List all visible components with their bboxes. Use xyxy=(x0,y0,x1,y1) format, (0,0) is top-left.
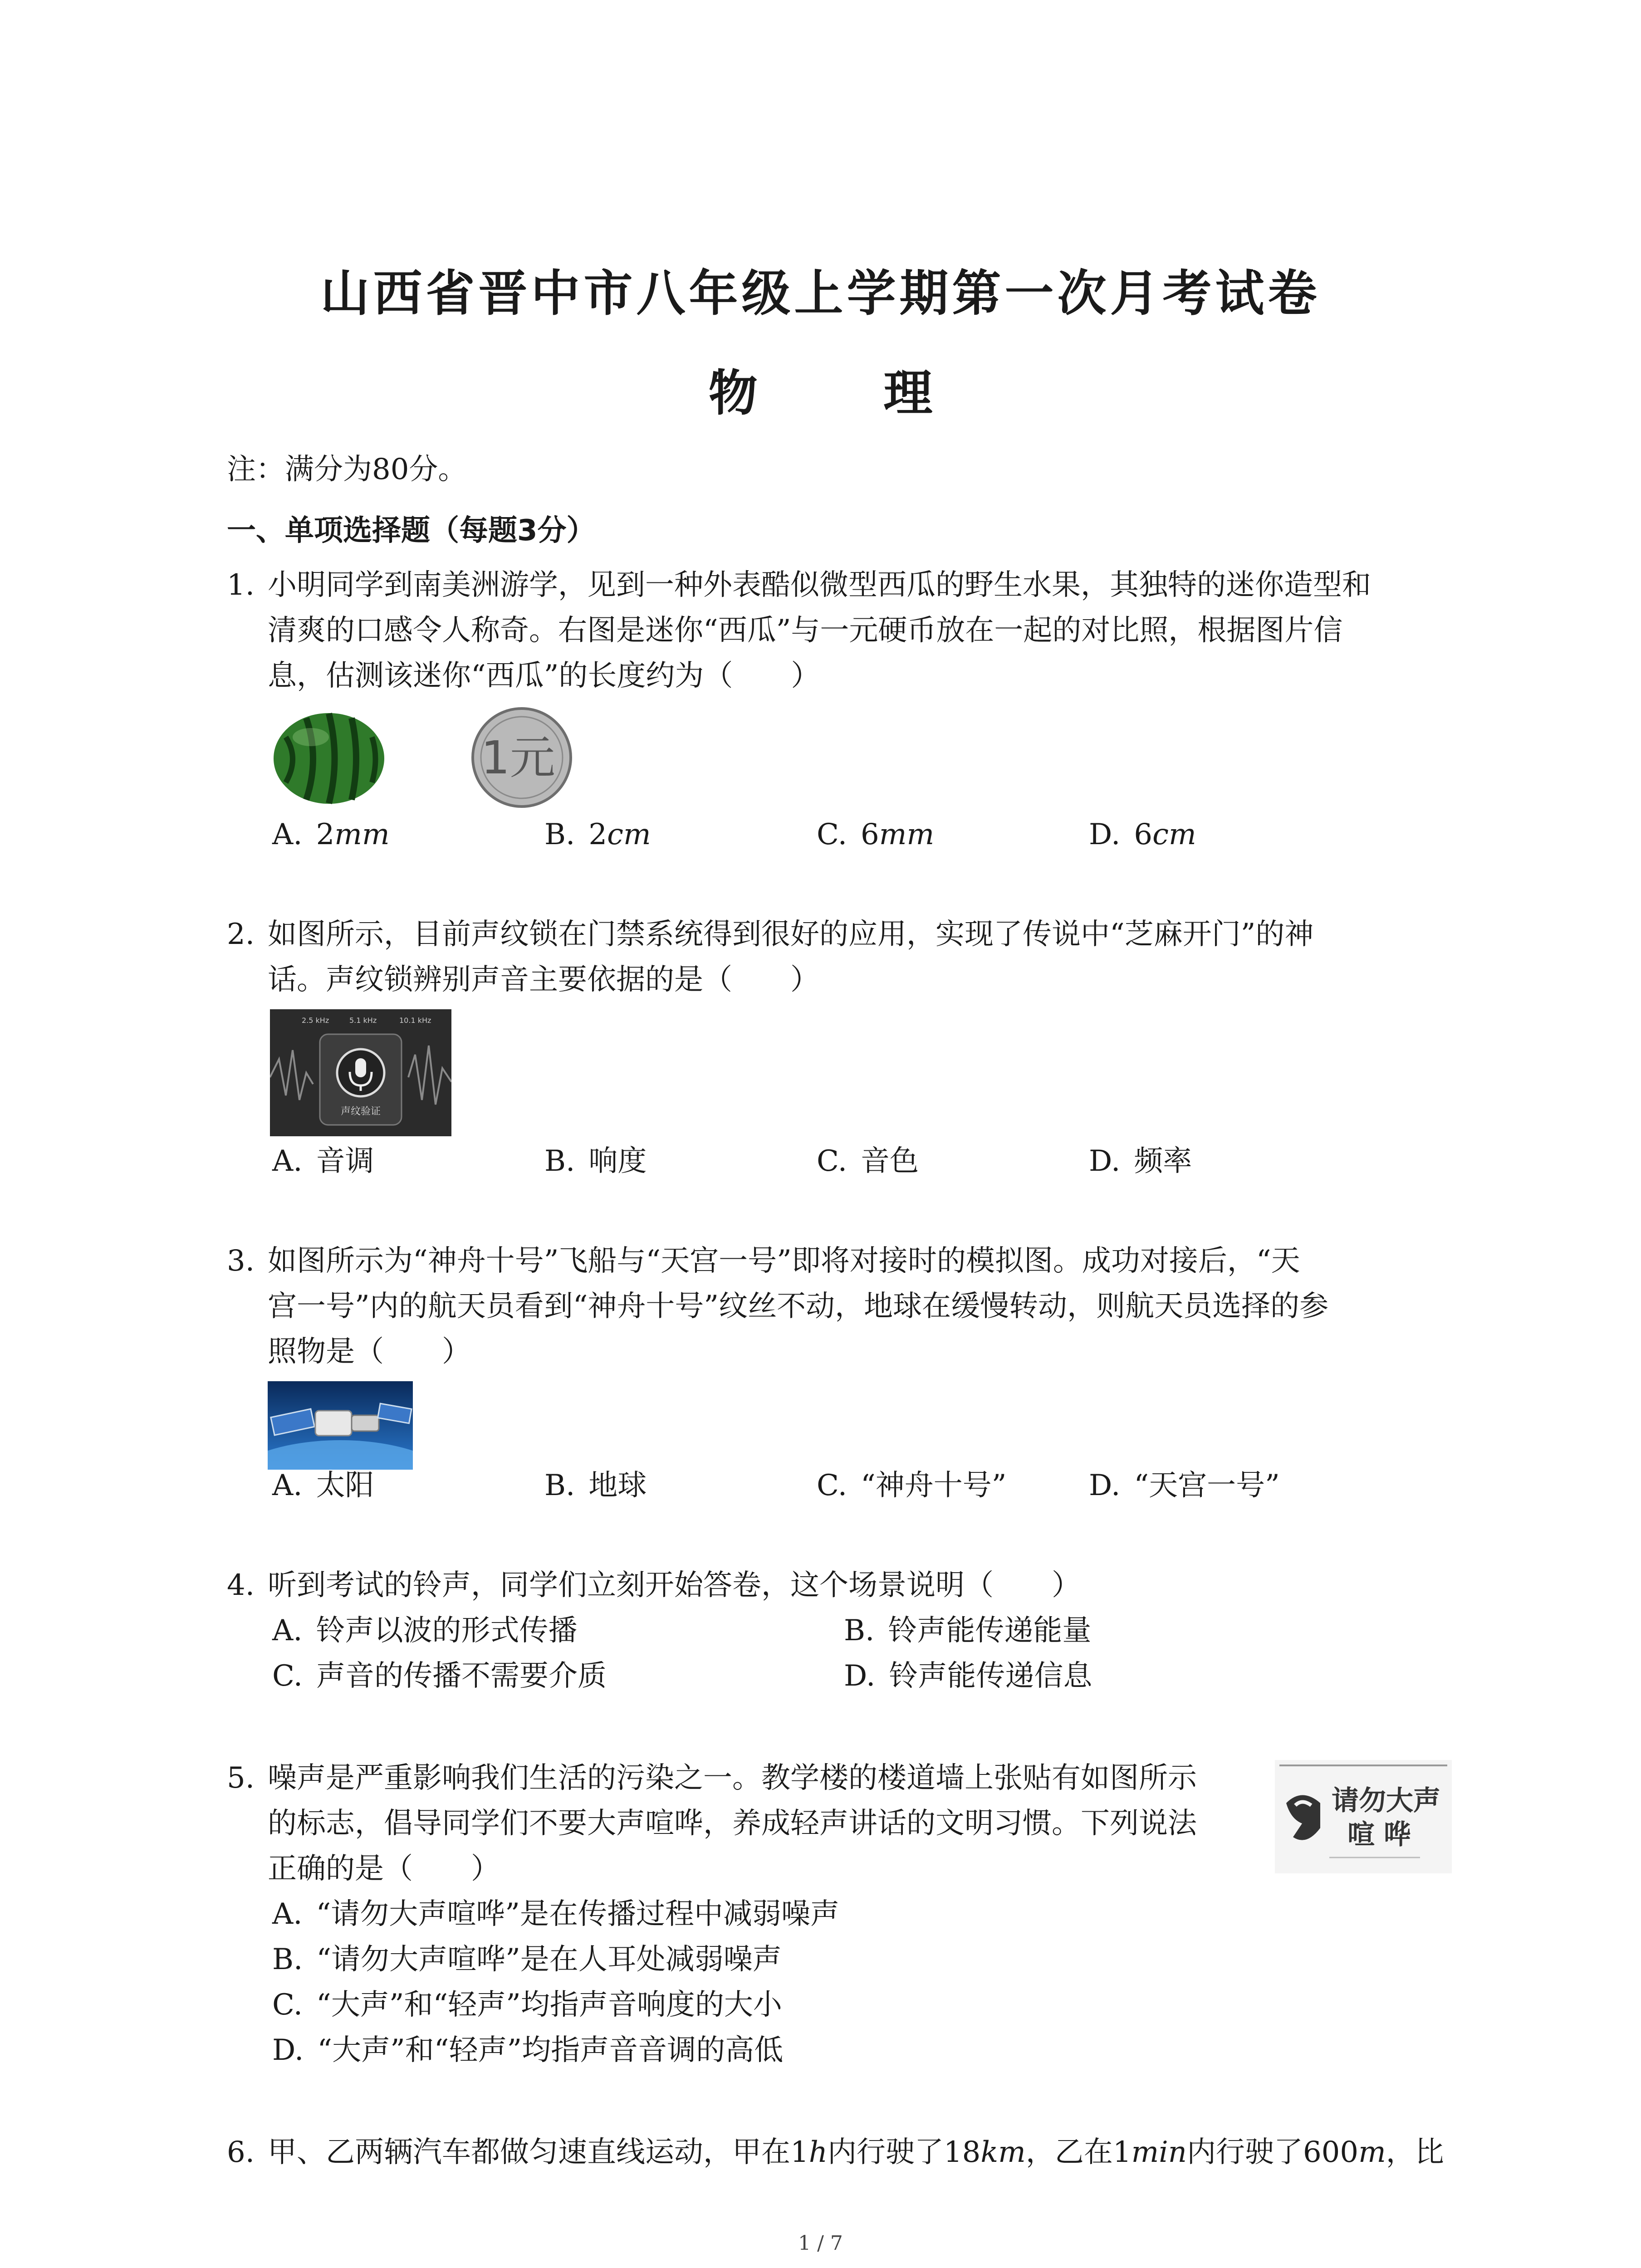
voiceprint-lock-image xyxy=(270,1009,451,1136)
option-d[interactable]: D. 频率 xyxy=(1089,1144,1192,1178)
question-text-line: 清爽的口感令人称奇。右图是迷你“西瓜”与一元硬币放在一起的对比照，根据图片信 xyxy=(268,614,1343,647)
question-number: 6. xyxy=(227,2136,255,2169)
question-text-line: 如图所示，目前声纹锁在门禁系统得到很好的应用，实现了传说中“芝麻开门”的神 xyxy=(268,918,1314,951)
option-a[interactable]: A. 太阳 xyxy=(272,1469,374,1502)
question-text-line: 甲、乙两辆汽车都做匀速直线运动，甲在1h内行驶了18km，乙在1min内行驶了600m，比 xyxy=(268,2136,1444,2169)
question-text-line: 小明同学到南美洲游学，见到一种外表酷似微型西瓜的野生水果，其独特的迷你造型和 xyxy=(268,568,1371,602)
coin-denomination: 1元 xyxy=(481,731,555,784)
option-d[interactable]: D. 6cm xyxy=(1089,818,1196,851)
option-a[interactable]: A. 2mm xyxy=(272,818,390,851)
option-d[interactable]: D. “天宫一号” xyxy=(1089,1469,1280,1502)
question-number: 4. xyxy=(227,1569,255,1602)
watermelon-image xyxy=(268,710,390,807)
option-b[interactable]: B. 铃声能传递能量 xyxy=(844,1614,1092,1647)
option-b[interactable]: B. “请勿大声喧哗”是在人耳处减弱噪声 xyxy=(272,1943,782,1976)
svg-text:2.5 kHz: 2.5 kHz xyxy=(302,1016,329,1025)
svg-text:喧哗: 喧哗 xyxy=(1347,1819,1420,1851)
option-a[interactable]: A. 音调 xyxy=(272,1144,374,1178)
option-a[interactable]: A. 铃声以波的形式传播 xyxy=(272,1614,578,1647)
question-text-line: 噪声是严重影响我们生活的污染之一。教学楼的楼道墙上张贴有如图所示 xyxy=(268,1761,1197,1795)
question-number: 3. xyxy=(227,1244,255,1278)
question-text-line: 息，估测该迷你“西瓜”的长度约为（ ） xyxy=(268,659,820,693)
question-text-line: 照物是（ ） xyxy=(268,1335,471,1369)
svg-text:声纹验证: 声纹验证 xyxy=(340,1106,381,1117)
option-c[interactable]: C. 6mm xyxy=(817,818,935,851)
svg-text:请勿大声: 请勿大声 xyxy=(1332,1785,1440,1817)
option-c[interactable]: C. 声音的传播不需要介质 xyxy=(272,1659,607,1693)
question-number: 5. xyxy=(227,1761,255,1795)
option-b[interactable]: B. 2cm xyxy=(544,818,651,851)
question-text-line: 宫一号”内的航天员看到“神舟十号”纹丝不动，地球在缓慢转动，则航天员选择的参 xyxy=(268,1290,1329,1323)
option-b[interactable]: B. 响度 xyxy=(544,1144,647,1178)
question-text-line: 正确的是（ ） xyxy=(268,1852,500,1886)
question-number: 1. xyxy=(227,568,255,602)
option-d[interactable]: D. 铃声能传递信息 xyxy=(844,1659,1092,1693)
exam-title: 山西省晋中市八年级上学期第一次月考试卷 xyxy=(320,265,1321,322)
option-d[interactable]: D. “大声”和“轻声”均指声音音调的高低 xyxy=(272,2033,784,2067)
svg-text:5.1 kHz: 5.1 kHz xyxy=(349,1016,377,1025)
coin-image xyxy=(467,705,576,810)
option-c[interactable]: C. “大声”和“轻声”均指声音响度的大小 xyxy=(272,1988,782,2022)
option-b[interactable]: B. 地球 xyxy=(544,1469,647,1502)
spacecraft-docking-image xyxy=(268,1381,413,1470)
option-c[interactable]: C. “神舟十号” xyxy=(817,1469,1007,1502)
question-number: 2. xyxy=(227,918,255,951)
question-text-line: 听到考试的铃声，同学们立刻开始答卷，这个场景说明（ ） xyxy=(268,1569,1081,1602)
score-note: 注：满分为80分。 xyxy=(227,453,467,486)
section-heading: 一、单项选择题（每题3分） xyxy=(227,514,596,547)
svg-text:10.1 kHz: 10.1 kHz xyxy=(399,1016,431,1025)
question-text-line: 话。声纹锁辨别声音主要依据的是（ ） xyxy=(268,963,819,997)
option-a[interactable]: A. “请勿大声喧哗”是在传播过程中减弱噪声 xyxy=(272,1897,839,1931)
page-number: 1 / 7 xyxy=(798,2232,843,2255)
question-text-line: 如图所示为“神舟十号”飞船与“天宫一号”即将对接时的模拟图。成功对接后，“天 xyxy=(268,1244,1300,1278)
option-c[interactable]: C. 音色 xyxy=(817,1144,919,1178)
quiet-sign-image xyxy=(1275,1760,1452,1873)
question-text-line: 的标志，倡导同学们不要大声喧哗，养成轻声讲话的文明习惯。下列说法 xyxy=(268,1807,1197,1840)
subject-title: 物 理 xyxy=(708,365,987,422)
